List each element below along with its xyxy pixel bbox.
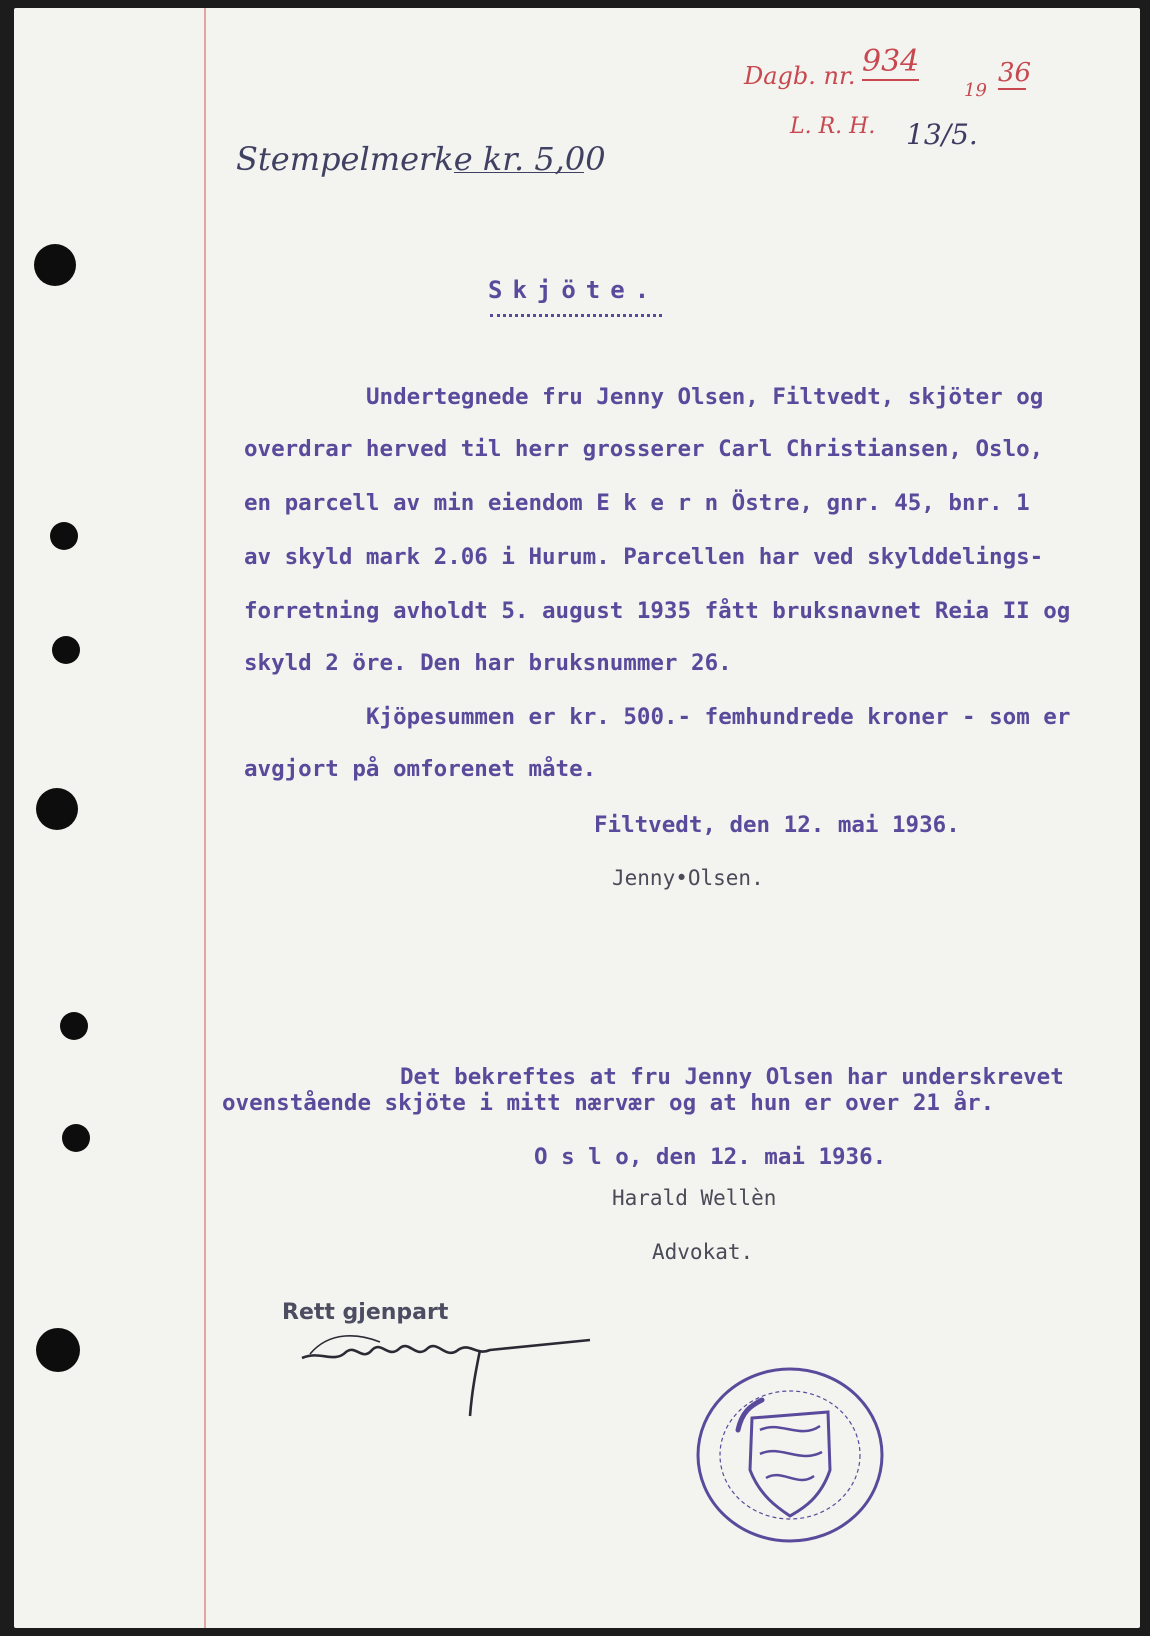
attorney-name: Harald Wellèn [612,1186,777,1210]
body-line: forretning avholdt 5. august 1935 fått bruksnavnet Reia II og [244,598,1071,624]
attestation-line: Det bekreftes at fru Jenny Olsen har underskrevet [400,1064,1064,1090]
attestation-place-date: O s l o, den 12. mai 1936. [534,1144,887,1170]
attorney-role: Advokat. [652,1240,754,1264]
body-line: av skyld mark 2.06 i Hurum. Parcellen har ved skylddelings- [244,544,1044,570]
body-line: en parcell av min eiendom E k e r n Östre, gnr. 45, bnr. 1 [244,490,1030,516]
punch-hole [36,788,78,830]
official-seal [690,1360,890,1550]
lrh-date: 13/5. [906,118,978,151]
dagb-label: Dagb. nr. [744,62,856,90]
certified-copy-label: Rett gjenpart [282,1300,449,1325]
lrh-note: L. R. H. [790,114,876,139]
handwritten-signature [300,1320,600,1430]
punch-hole [50,522,78,550]
body-line: Kjöpesummen er kr. 500.- femhundrede kroner - som er [366,704,1071,730]
stamp-duty-note: Stempelmerke kr. 5,00 [236,140,606,178]
place-date: Filtvedt, den 12. mai 1936. [594,812,960,838]
dagb-number: 934 [862,44,920,79]
year-prefix: 19 [964,80,987,101]
punch-hole [62,1124,90,1152]
punch-hole [36,1328,80,1372]
body-line: skyld 2 öre. Den har bruksnummer 26. [244,650,732,676]
year-suffix: 36 [998,58,1032,88]
stamp-duty-underline [454,172,584,173]
signatory-name: Jenny•Olsen. [612,866,764,890]
punch-hole [34,244,76,286]
punch-hole [60,1012,88,1040]
title-underline [490,314,662,317]
attestation-line: ovenstående skjöte i mitt nærvær og at hun er over 21 år. [222,1090,995,1116]
punch-hole [52,636,80,664]
body-line: avgjort på omforenet måte. [244,756,597,782]
margin-line [204,8,206,1628]
body-line: Undertegnede fru Jenny Olsen, Filtvedt, skjöter og [366,384,1044,410]
document-title: Skjöte. [488,276,660,304]
body-line: overdrar herved til herr grosserer Carl Christiansen, Oslo, [244,436,1044,462]
